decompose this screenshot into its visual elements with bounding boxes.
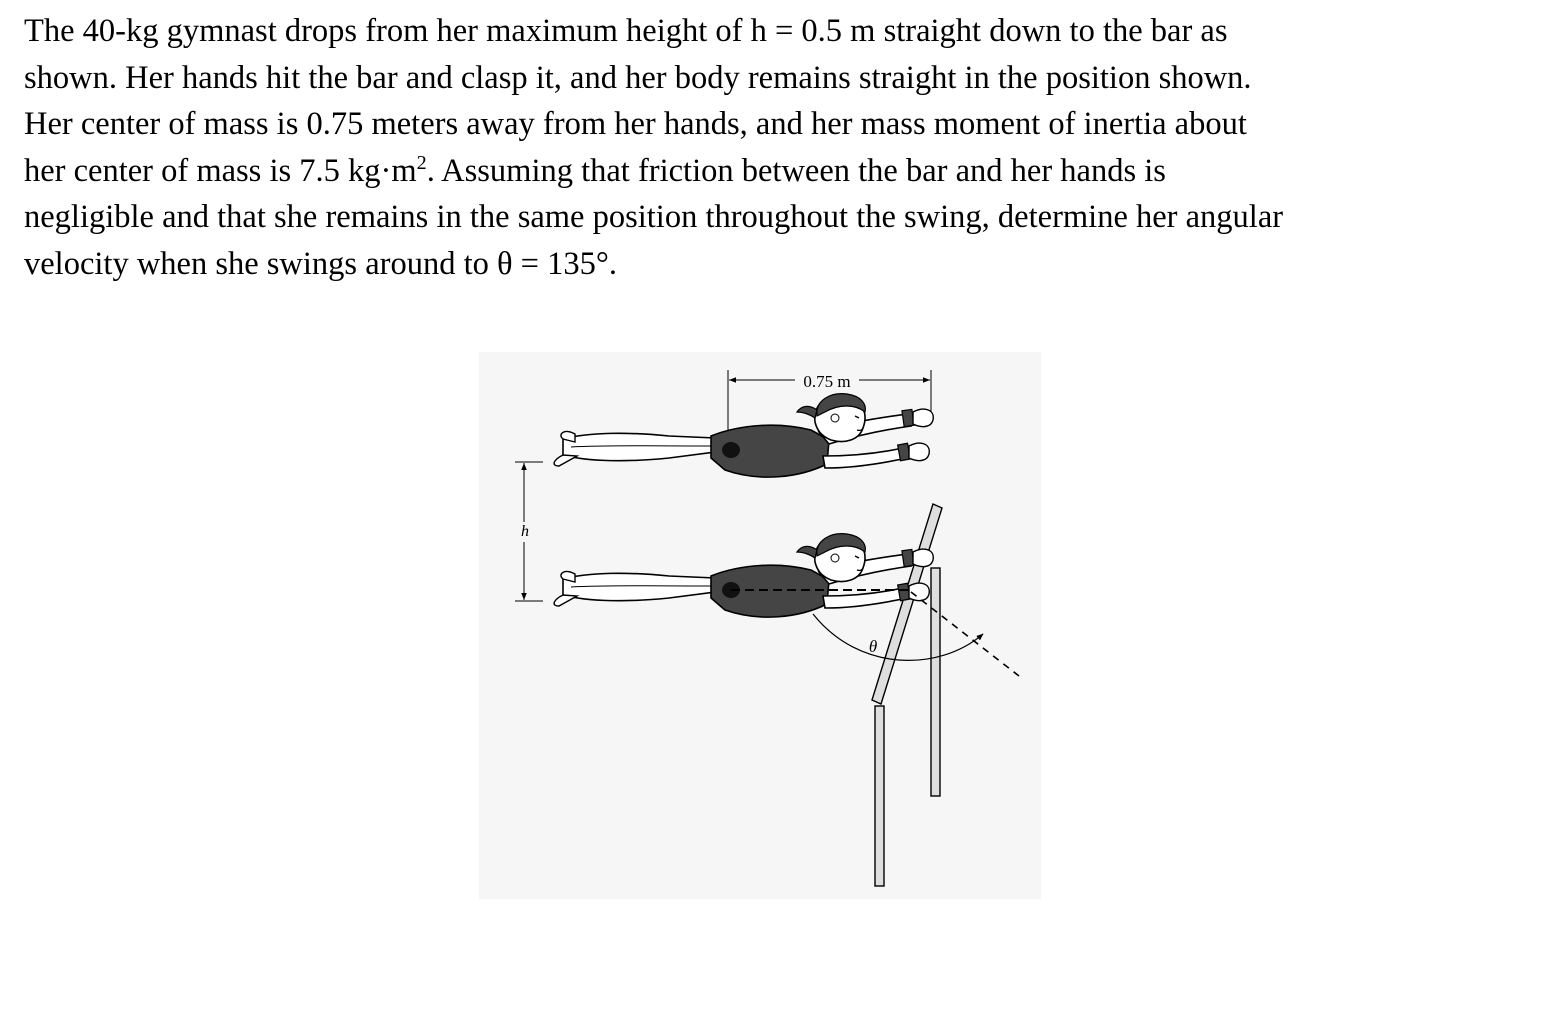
inertia-text: her center of mass is 7.5 kg·m — [24, 152, 417, 189]
problem-line-3: Her center of mass is 0.75 meters away from her hands, and her mass moment of inertia about — [24, 106, 1247, 143]
height-label: h — [521, 523, 529, 540]
problem-line-6: velocity when she swings around to θ = 135°. — [24, 245, 617, 282]
problem-line-5: negligible and that she remains in the same position throughout the swing, determine her angular — [24, 199, 1284, 236]
gymnast-figure — [479, 352, 1041, 899]
bar-support-back — [931, 568, 940, 796]
problem-statement — [24, 8, 1534, 288]
dimension-label: 0.75 m — [803, 372, 851, 391]
angle-label: θ — [868, 637, 878, 656]
inertia-exponent: 2 — [416, 151, 427, 174]
problem-line-1: The 40-kg gymnast drops from her maximum height of h = 0.5 m straight down to the bar as — [24, 13, 1228, 49]
bar-support-front — [875, 706, 884, 886]
problem-line-2: shown. Her hands hit the bar and clasp it, and her body remains straight in the position shown. — [24, 59, 1252, 96]
friction-text: . Assuming that friction between the bar and her hands is — [426, 152, 1166, 189]
problem-line-4 — [24, 148, 1534, 195]
